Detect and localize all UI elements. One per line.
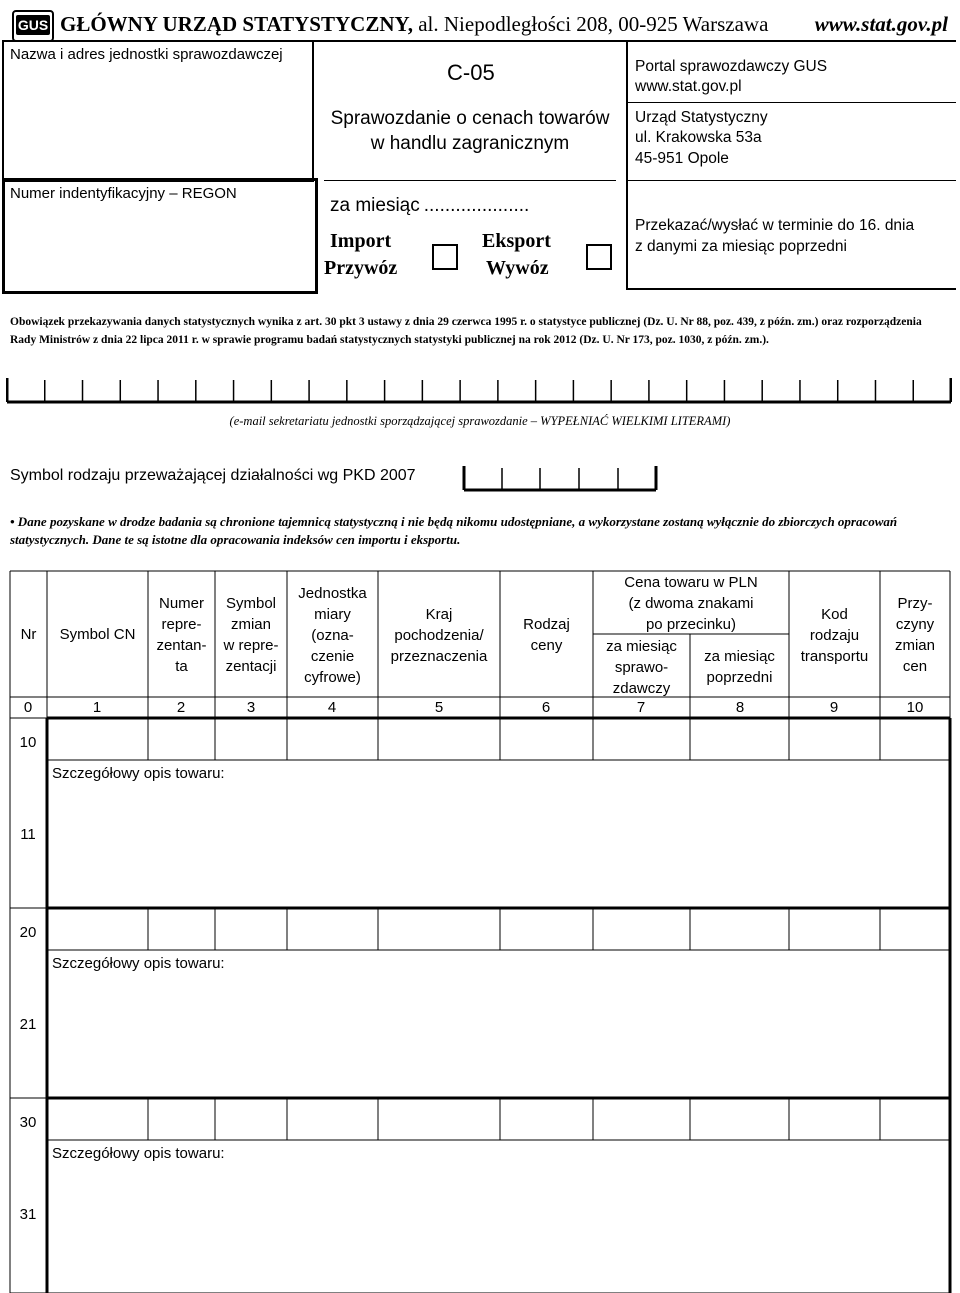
column-number: 0	[23, 699, 33, 716]
column-number: 6	[541, 699, 551, 716]
col-header-jednostka: Jednostka miary (ozna- czenie cyfrowe)	[298, 585, 367, 686]
row-number: 21	[19, 1016, 37, 1033]
regon-label: Numer indentyfikacyjny – REGON	[10, 185, 237, 202]
form-title-line2: w handlu zagranicznym	[370, 133, 570, 154]
unit-label: Nazwa i adres jednostki sprawozdawczej	[10, 46, 283, 63]
column-number: 9	[829, 699, 839, 716]
col-header-numer: Numer repre- zentan- ta	[156, 595, 207, 675]
row-number: 30	[19, 1114, 37, 1131]
column-number: 1	[92, 699, 102, 716]
form-title-line1: Sprawozdanie o cenach towarów	[330, 108, 610, 129]
website-link[interactable]: www.stat.gov.pl	[814, 12, 948, 36]
export-label: Eksport	[482, 230, 551, 252]
import-label: Import	[330, 230, 392, 252]
export-sublabel: Wywóz	[486, 257, 549, 279]
col-header-kraj: Kraj pochodzenia/ przeznaczenia	[390, 606, 488, 665]
column-number: 5	[434, 699, 444, 716]
column-number: 10	[906, 699, 924, 716]
col-header-przyczyny: Przy- czyny zmian cen	[894, 595, 935, 675]
col-header-cena-current: za miesiąc sprawo- zdawczy	[606, 638, 677, 697]
item-entry-area[interactable]	[48, 1099, 949, 1292]
item-description-label: Szczegółowy opis towaru:	[52, 765, 225, 782]
item-entry-area[interactable]	[48, 909, 949, 1097]
office-line1: Urząd Statystyczny	[635, 109, 768, 126]
form-code: C-05	[447, 60, 495, 85]
col-header-kod: Kod rodzaju transportu	[800, 606, 869, 665]
pkd-label: Symbol rodzaju przeważającej działalności wg PKD 2007	[10, 467, 416, 484]
row-number: 20	[19, 924, 37, 941]
import-sublabel: Przywóz	[324, 257, 398, 279]
col-header-cena-previous: za miesiąc poprzedni	[704, 648, 775, 686]
legal-basis-text: Obowiązek przekazywania danych statystycznych wynika z art. 30 pkt 3 ustawy z dnia 29 czerwca 1995 r. o statystyce publicznej (Dz. U. Nr 88, poz. 439, z późn. zm.) oraz rozporządzenia Rady Ministrów z dnia 22 lipca 2011 r. w sprawie programu badań statystycznych statystyki publicznej na rok 2012 (Dz. U. Nr 173, poz. 1030, z późn. zm.).	[10, 316, 922, 346]
column-number: 2	[176, 699, 186, 716]
portal-line1: Portal sprawozdawczy GUS	[635, 58, 828, 75]
office-name: GŁÓWNY URZĄD STATYSTYCZNY, al. Niepodległości 208, 00-925 Warszawa	[60, 12, 769, 36]
confidentiality-note: • Dane pozyskane w drodze badania są chronione tajemnicą statystyczną i nie będą nikomu udostępniane, a wykorzystane zostaną wyłącznie do zbiorczych opracowań statystycznych. Dane te są istotne dla opracowania indeksów cen importu i eksportu.	[10, 514, 898, 547]
column-number: 3	[246, 699, 256, 716]
gus-logo: GUS	[12, 10, 54, 42]
column-number: 7	[636, 699, 646, 716]
item-description-label: Szczegółowy opis towaru:	[52, 1145, 225, 1162]
col-header-symbol-cn: Symbol CN	[59, 626, 136, 643]
col-header-nr: Nr	[20, 626, 37, 643]
reporting-month[interactable]: za miesiąc ....................	[330, 195, 530, 216]
portal-url[interactable]: www.stat.gov.pl	[635, 78, 742, 95]
column-number: 4	[327, 699, 337, 716]
col-header-symbol-zmian: Symbol zmian w repre- zentacji	[223, 595, 279, 675]
item-entry-area[interactable]	[48, 719, 949, 907]
row-number: 31	[19, 1206, 37, 1223]
column-number: 8	[735, 699, 745, 716]
office-line3: 45-951 Opole	[635, 150, 729, 167]
deadline-line2: z danymi za miesiąc poprzedni	[635, 238, 847, 255]
col-header-rodzaj: Rodzaj ceny	[523, 616, 570, 654]
office-line2: ul. Krakowska 53a	[635, 129, 762, 146]
email-note: (e-mail sekretariatu jednostki sporządzającej sprawozdanie – WYPEŁNIAĆ WIELKIMI LITERAMI)	[229, 414, 731, 428]
row-number: 11	[20, 826, 36, 843]
deadline-line1: Przekazać/wysłać w terminie do 16. dnia	[635, 217, 915, 234]
item-description-label: Szczegółowy opis towaru:	[52, 955, 225, 972]
col-header-cena: Cena towaru w PLN (z dwoma znakami po przecinku)	[624, 574, 758, 633]
row-number: 10	[19, 734, 37, 751]
